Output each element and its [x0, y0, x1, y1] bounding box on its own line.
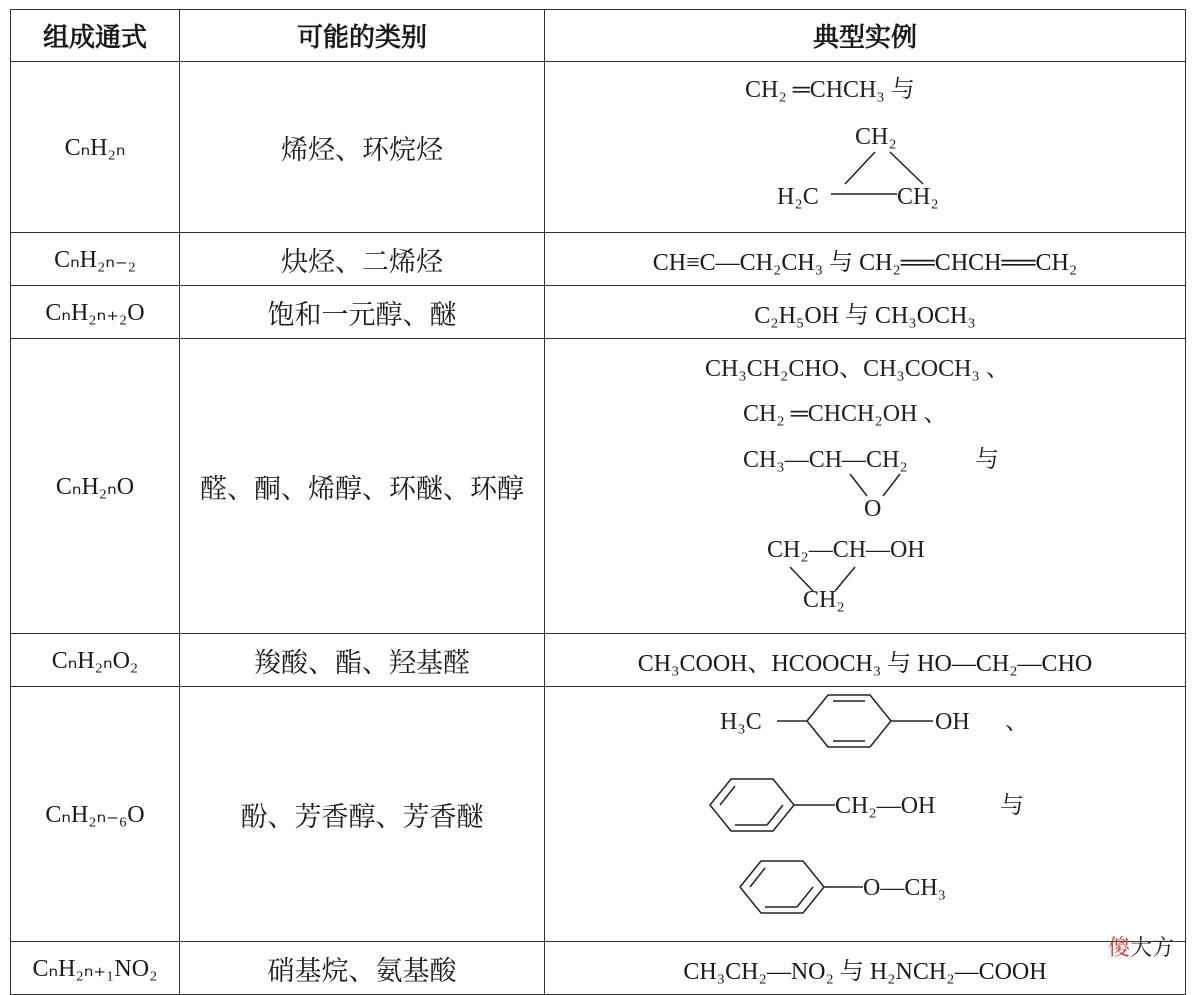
category-cell: 酚、芳香醇、芳香醚 — [180, 687, 545, 942]
example-line: CH₂ ═CHCH₃ 与 — [745, 77, 915, 103]
category-cell: 醛、酮、烯醇、环醚、环醇 — [180, 339, 545, 634]
formula-cell: CₙH₂ₙ₋₂ — [11, 233, 180, 286]
table-row — [11, 634, 1186, 687]
table-row — [11, 233, 1186, 286]
watermark-part1: 傻 — [1107, 936, 1130, 961]
header-example: 典型实例 — [545, 10, 1186, 62]
table-row — [11, 339, 1186, 634]
watermark — [1108, 931, 1174, 962]
formula-table — [10, 9, 1186, 995]
example-yu: 与 — [1000, 793, 1024, 819]
formula-cell: CₙH₂ₙ₊₂O — [11, 286, 180, 339]
ring-top-label: CH₂ — [855, 124, 897, 150]
formula-cell: CₙH₂ₙO — [11, 339, 180, 634]
watermark-part2: 大方 — [1129, 936, 1174, 961]
propene-cyclopropane-structure — [545, 62, 1185, 228]
example-cell: CH₃COOH、HCOOCH₃ 与 HO—CH₂—CHO — [545, 634, 1186, 687]
epoxide-label: CH₃—CH—CH₂ — [743, 447, 908, 473]
formula-cell: CₙH₂ₙ₋₆O — [11, 687, 180, 942]
ring-right-label: CH₂ — [897, 184, 939, 210]
ring-left-label: H₂C — [777, 184, 819, 210]
methyl-label: H₃C — [720, 709, 762, 735]
example-cell — [545, 339, 1186, 634]
anisole-label: O—CH₃ — [863, 875, 947, 901]
category-cell: 烯烃、环烷烃 — [180, 62, 545, 233]
example-line: CH₂ ═CHCH₂OH 、 — [743, 401, 948, 427]
table-row — [11, 942, 1186, 995]
aldehyde-ketone-structures — [545, 339, 1185, 629]
formula-cell: CₙH₂ₙ — [11, 62, 180, 233]
aromatic-structures — [545, 687, 1185, 937]
category-cell: 硝基烷、氨基酸 — [180, 942, 545, 995]
epoxide-o: O — [864, 496, 882, 522]
example-cell — [545, 62, 1186, 233]
example-comma: 、 — [1005, 709, 1029, 735]
cyclopropanol-label: CH₂—CH—OH — [767, 537, 925, 563]
table-row — [11, 687, 1186, 942]
header-formula: 组成通式 — [11, 10, 180, 62]
example-yu: 与 — [975, 447, 999, 473]
table-row — [11, 62, 1186, 233]
example-cell: CH≡C—CH₂CH₃ 与 CH₂══CHCH══CH₂ — [545, 233, 1186, 286]
header-category: 可能的类别 — [180, 10, 545, 62]
hydroxyl-label: OH — [935, 709, 970, 735]
category-cell: 饱和一元醇、醚 — [180, 286, 545, 339]
category-cell: 羧酸、酯、羟基醛 — [180, 634, 545, 687]
formula-cell: CₙH₂ₙO₂ — [11, 634, 180, 687]
example-cell: CH₃CH₂—NO₂ 与 H₂NCH₂—COOH — [545, 942, 1186, 995]
category-cell: 炔烃、二烯烃 — [180, 233, 545, 286]
table-row — [11, 286, 1186, 339]
benzyl-alcohol-label: CH₂—OH — [835, 793, 936, 819]
example-cell: C₂H₅OH 与 CH₃OCH₃ — [545, 286, 1186, 339]
example-line: CH₃CH₂CHO、CH₃COCH₃ 、 — [705, 356, 1010, 382]
example-cell — [545, 687, 1186, 942]
header-row — [11, 10, 1186, 62]
ring-bottom-label: CH₂ — [803, 587, 845, 613]
formula-cell: CₙH₂ₙ₊₁NO₂ — [11, 942, 180, 995]
